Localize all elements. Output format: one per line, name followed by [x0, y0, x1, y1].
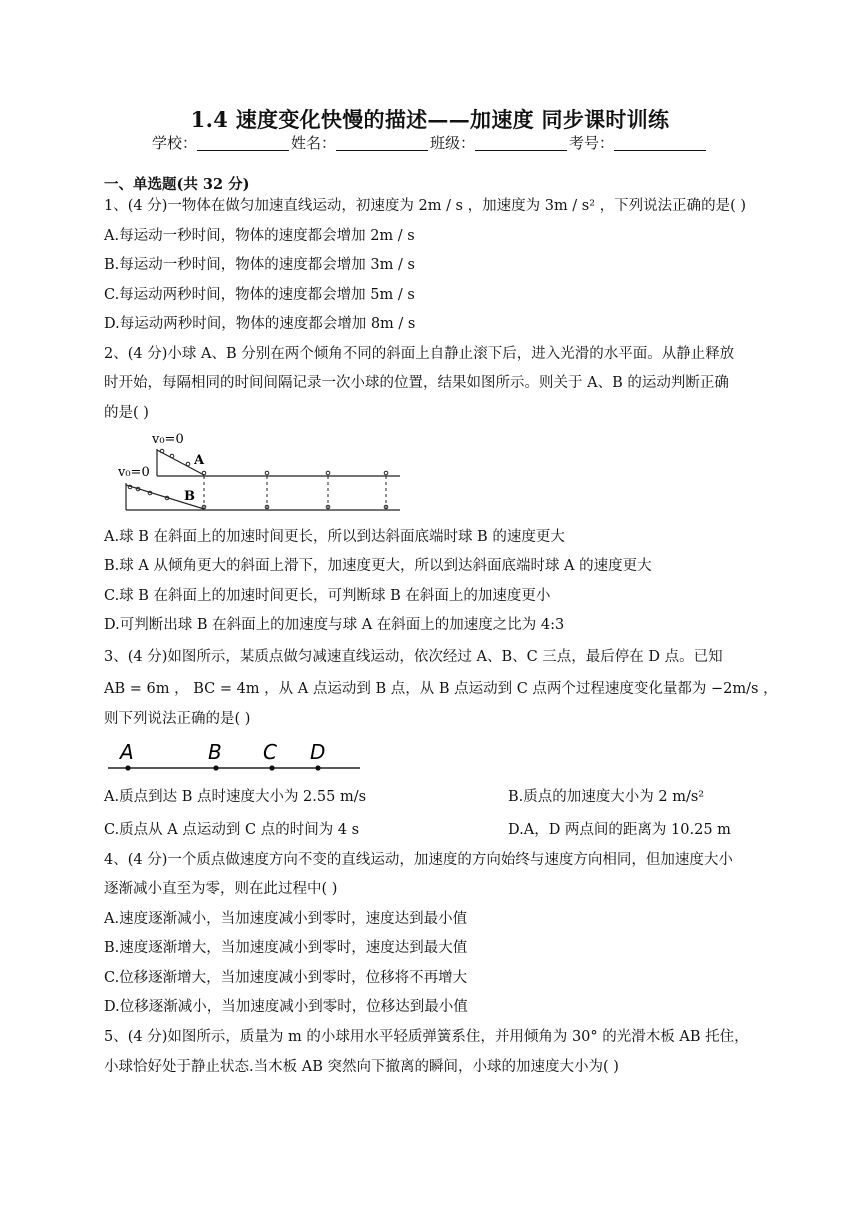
- q2-fig-label-b: B: [184, 489, 195, 504]
- q3-point-b: [213, 765, 218, 770]
- q2-option-b: B.球 A 从倾角更大的斜面上滑下，加速度更大，所以到达斜面底端时球 A 的速度更大: [104, 558, 652, 574]
- q3-label-a: A: [120, 740, 134, 764]
- section-heading: 一、单选题(共 32 分): [104, 176, 250, 193]
- q3-option-c: C.质点从 A 点运动到 C 点的时间为 4 s: [104, 822, 360, 838]
- question-5-stem-line1: 5、(4 分)如图所示，质量为 m 的小球用水平轻质弹簧系住，并用倾角为 30° 的光滑木板 AB 托住，: [104, 1029, 749, 1045]
- q3-option-b: B.质点的加速度大小为 2 m/s²: [508, 789, 705, 805]
- class-blank[interactable]: [475, 135, 567, 151]
- q2-fig-label-v0-a: v₀=0: [152, 432, 184, 447]
- question-3-stem-line3: 则下列说法正确的是( ): [104, 711, 251, 727]
- q1-option-c: C.每运动两秒时间，物体的速度都会增加 5m / s: [104, 287, 415, 303]
- exam-number-label: 考号：: [569, 134, 615, 152]
- q3-label-c: C: [263, 740, 277, 764]
- q3-option-a: A.质点到达 B 点时速度大小为 2.55 m/s: [104, 789, 367, 805]
- question-4-stem-line2: 逐渐减小直至为零，则在此过程中( ): [104, 881, 338, 897]
- q1-option-d: D.每运动两秒时间，物体的速度都会增加 8m / s: [104, 316, 416, 332]
- q2-fig-label-v0-b: v₀=0: [118, 465, 150, 480]
- q2-option-d: D.可判断出球 B 在斜面上的加速度与球 A 在斜面上的加速度之比为 4:3: [104, 617, 565, 633]
- school-label: 学校：: [151, 134, 197, 152]
- q3-point-a: [125, 765, 130, 770]
- student-info-row: [0, 132, 860, 153]
- q3-options-row-2: [104, 821, 764, 839]
- exam-number-blank[interactable]: [614, 135, 706, 151]
- question-3-stem-line2: AB = 6m ， BC = 4m ，从 A 点运动到 B 点，从 B 点运动到 C 点两个过程速度变化量都为 −2m/s ，: [104, 681, 778, 697]
- question-1-stem: 1、(4 分)一物体在做匀加速直线运动，初速度为 2m / s ，加速度为 3m / s² ，下列说法正确的是( ): [104, 198, 747, 214]
- question-3-stem-line1: 3、(4 分)如图所示，某质点做匀减速直线运动，依次经过 A、B、C 三点，最后停在 D 点。已知: [104, 649, 723, 665]
- q2-incline-figure: [112, 428, 404, 516]
- question-2-stem-line3: 的是( ): [104, 405, 149, 421]
- question-2-stem-line2: 时开始，每隔相同的时间间隔记录一次小球的位置，结果如图所示。则关于 A、B 的运动判断正确: [104, 375, 729, 391]
- q3-label-b: B: [208, 740, 222, 764]
- q4-option-b: B.速度逐渐增大，当加速度减小到零时，速度达到最大值: [104, 940, 468, 956]
- page-title: 1.4 速度变化快慢的描述——加速度 同步课时训练: [190, 107, 670, 132]
- q1-option-b: B.每运动一秒时间，物体的速度都会增加 3m / s: [104, 257, 415, 273]
- question-5-stem-line2: 小球恰好处于静止状态.当木板 AB 突然向下撤离的瞬间，小球的加速度大小为( ): [104, 1059, 619, 1075]
- q1-option-a: A.每运动一秒时间，物体的速度都会增加 2m / s: [104, 228, 415, 244]
- q3-option-d: D.A，D 两点间的距离为 10.25 m: [508, 822, 731, 838]
- q4-option-a: A.速度逐渐减小，当加速度减小到零时，速度达到最小值: [104, 911, 468, 927]
- name-blank[interactable]: [336, 135, 428, 151]
- q4-option-c: C.位移逐渐增大，当加速度减小到零时，位移将不再增大: [104, 970, 468, 986]
- q2-fig-label-a: A: [194, 453, 205, 468]
- q3-options-row-1: [104, 788, 764, 806]
- q3-point-c: [269, 765, 274, 770]
- question-2-stem-line1: 2、(4 分)小球 A、B 分别在两个倾角不同的斜面上自静止滚下后，进入光滑的水平面。从静止释放: [104, 346, 735, 362]
- q4-option-d: D.位移逐渐减小，当加速度减小到零时，位移达到最小值: [104, 999, 468, 1015]
- school-blank[interactable]: [197, 135, 289, 151]
- name-label: 姓名：: [290, 134, 336, 152]
- q3-label-d: D: [310, 740, 326, 764]
- question-4-stem-line1: 4、(4 分)一个质点做速度方向不变的直线运动，加速度的方向始终与速度方向相同，但加速度大小: [104, 852, 733, 868]
- q3-line-figure: [108, 738, 368, 778]
- q2-option-c: C.球 B 在斜面上的加速时间更长，可判断球 B 在斜面上的加速度更小: [104, 588, 551, 604]
- q3-point-d: [315, 765, 320, 770]
- class-label: 班级：: [430, 134, 476, 152]
- q2-option-a: A.球 B 在斜面上的加速时间更长，所以到达斜面底端时球 B 的速度更大: [104, 529, 565, 545]
